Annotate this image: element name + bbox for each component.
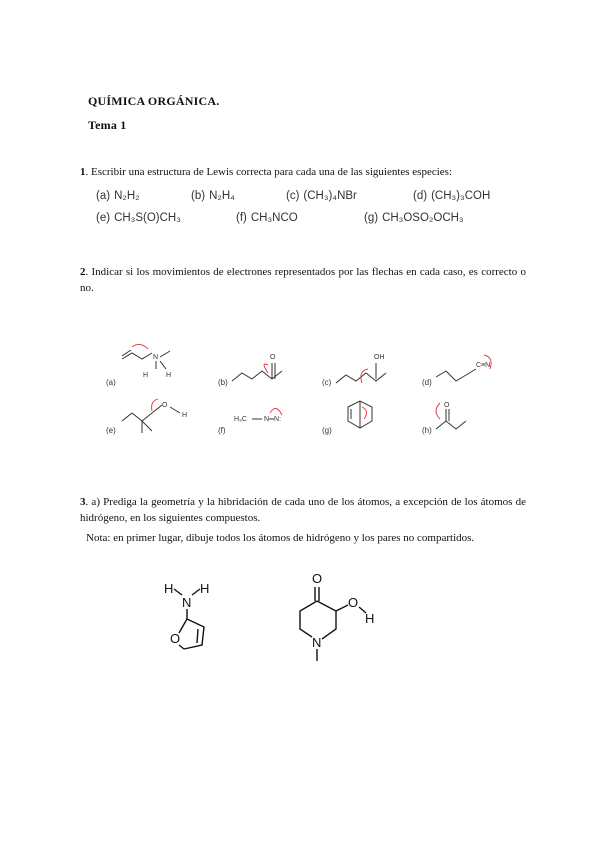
panel-label-c: (c): [322, 378, 332, 387]
svg-text:C≡N: C≡N: [476, 362, 491, 369]
svg-text:O: O: [162, 402, 168, 409]
structure-d: [436, 355, 491, 381]
svg-text:H: H: [365, 611, 375, 626]
svg-text:H: H: [182, 412, 188, 419]
svg-text:O: O: [270, 354, 276, 361]
svg-text:O: O: [444, 402, 450, 409]
svg-text:H: H: [164, 581, 174, 596]
q3-text-a: . a) Prediga la geometría y la hibridación de cada uno de los átomos, a excepción de los átomos de hidrógeno, en los siguientes compuestos.: [80, 496, 526, 524]
svg-text:N: N: [153, 354, 159, 361]
panel-label-e: (e): [106, 426, 116, 435]
panel-label-h: (h): [422, 426, 432, 435]
species-g: (g) CH₃OSO₂OCH₃: [364, 212, 464, 224]
document-title: QUÍMICA ORGÁNICA.: [88, 94, 220, 108]
species-f: (f) CH₃NCO: [236, 212, 298, 224]
q2-mechanism-figure: [100, 335, 500, 445]
svg-text:N: N: [182, 595, 192, 610]
q1-text: . Escribir una estructura de Lewis correcta para cada una de las siguientes especies:: [85, 166, 453, 178]
q1-number: 1: [80, 166, 86, 178]
document-subtitle: Tema 1: [88, 118, 127, 132]
species-a: (a) N₂H₂: [96, 190, 140, 202]
species-d: (d) (CH₃)₃COH: [413, 190, 491, 202]
panel-label-b: (b): [218, 378, 228, 387]
compound-1: [164, 581, 209, 649]
svg-text:H: H: [166, 372, 172, 379]
svg-text:N: N: [312, 635, 322, 650]
panel-label-a: (a): [106, 378, 116, 387]
q3-statement: [80, 494, 526, 526]
panel-label-f: (f): [218, 426, 226, 435]
svg-text:OH: OH: [374, 354, 385, 361]
q3-compounds-figure: [150, 565, 410, 675]
svg-text:O: O: [312, 571, 323, 586]
svg-text:H₃C: H₃C: [234, 416, 247, 423]
species-e: (e) CH₃S(O)CH₃: [96, 212, 181, 224]
structure-a: [122, 344, 171, 379]
structure-g: [348, 401, 372, 428]
svg-text:O: O: [348, 595, 359, 610]
q3-number: 3: [80, 496, 86, 508]
structure-e: [122, 399, 187, 433]
panel-label-d: (d): [422, 378, 432, 387]
q2-text: . Indicar si los movimientos de electrones representados por las flechas en cada caso, es correcto o no.: [80, 266, 526, 294]
structure-b: [232, 354, 282, 381]
q2-number: 2: [80, 266, 86, 278]
compound-2: [300, 571, 374, 661]
q3-note: Nota: en primer lugar, dibuje todos los átomos de hidrógeno y los pares no compartidos.: [86, 532, 475, 544]
species-b: (b) N₂H₄: [191, 190, 235, 202]
svg-text:N═N:: N═N:: [264, 416, 282, 423]
svg-text:H: H: [143, 372, 149, 379]
svg-text:O: O: [170, 631, 181, 646]
structure-f: [234, 408, 282, 423]
structure-h: [436, 402, 466, 429]
species-c: (c) (CH₃)₄NBr: [286, 190, 357, 202]
svg-text:H: H: [200, 581, 210, 596]
structure-c: [336, 354, 386, 383]
q2-statement: [80, 264, 526, 296]
panel-label-g: (g): [322, 426, 332, 435]
q1-statement: [80, 164, 540, 180]
